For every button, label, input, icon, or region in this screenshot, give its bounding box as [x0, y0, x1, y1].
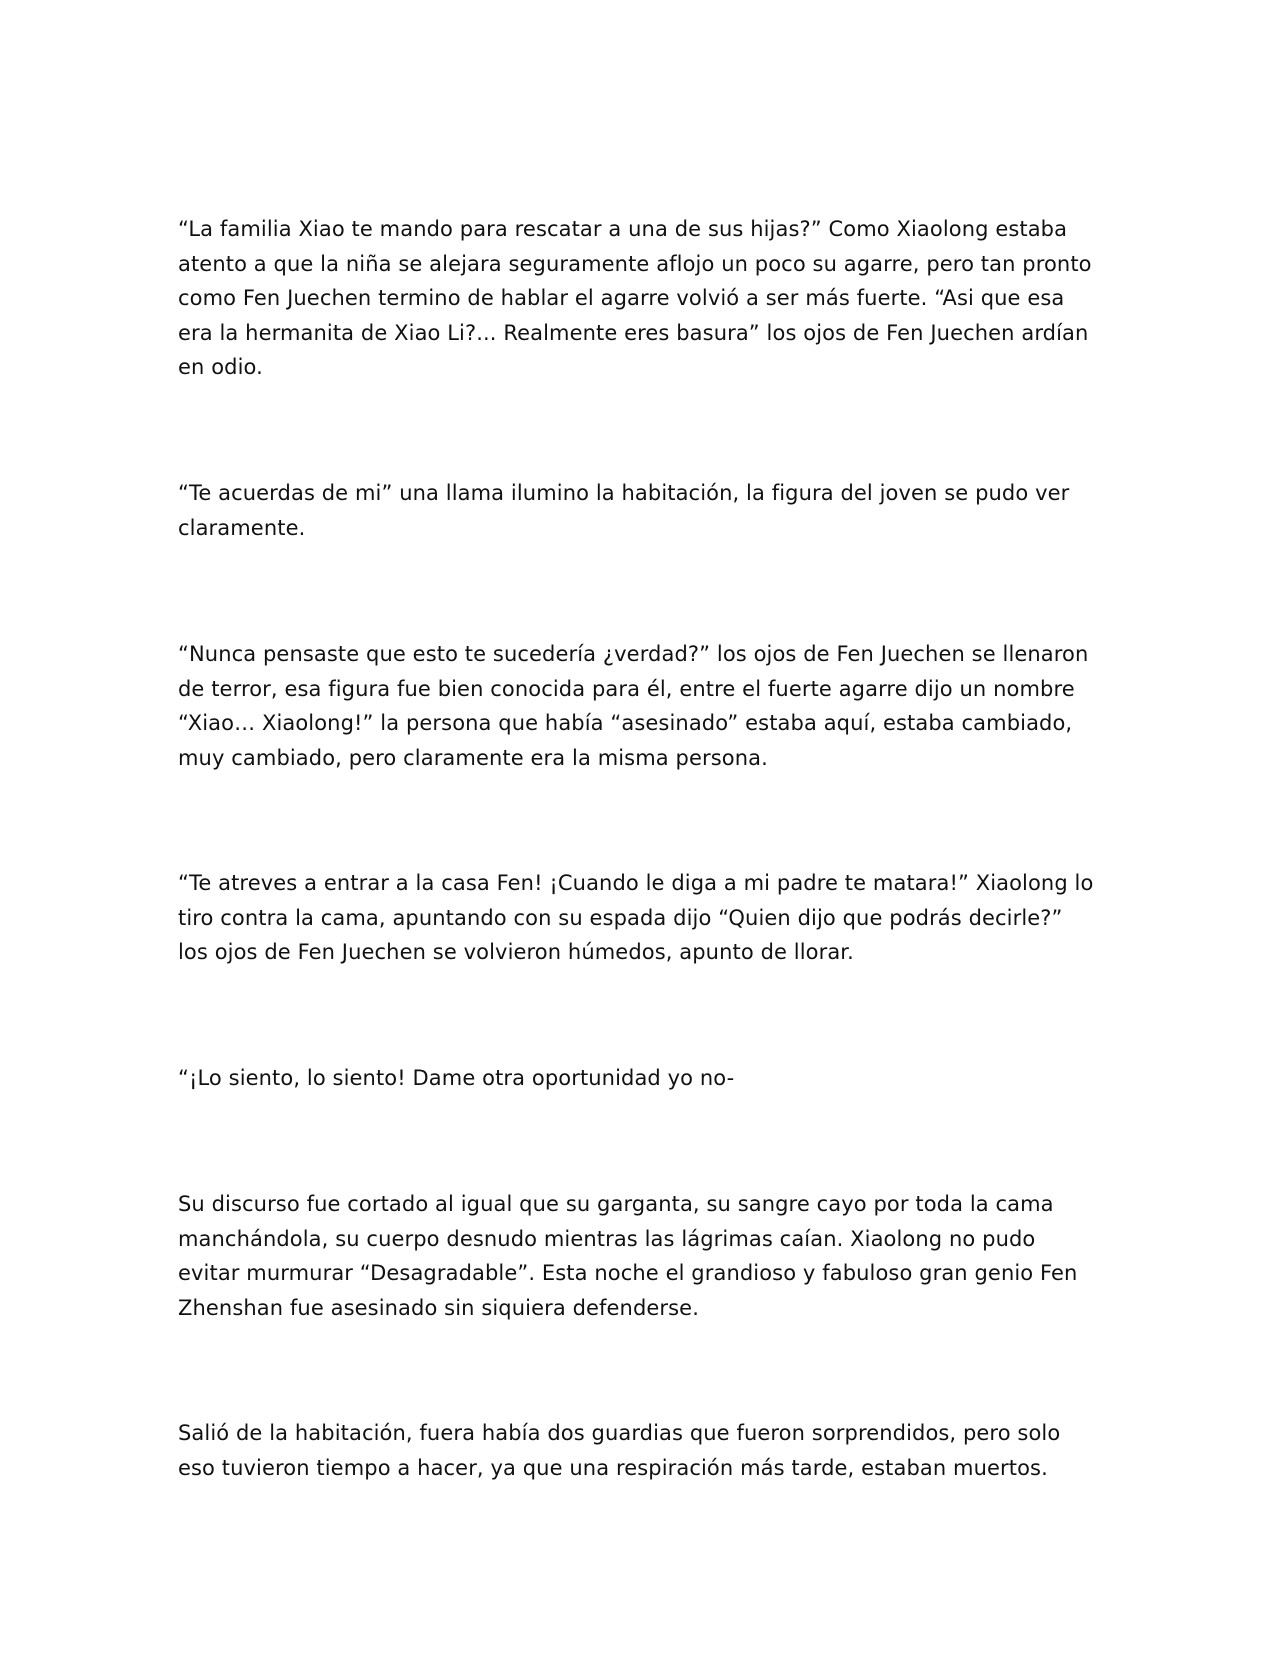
paragraph-1: “La familia Xiao te mando para rescatar a una de sus hijas?” Como Xiaolong estaba atento a que la niña se alejara seguramente aflojo un poco su agarre, pero tan pronto como Fen Juechen termino de hablar el agarre volvió a ser más fuerte. “Asi que esa era la hermanita de Xiao Li?... Realmente eres basura” los ojos de Fen Juechen ardían en odio. — [178, 217, 1092, 379]
paragraph-3: “Nunca pensaste que esto te sucedería ¿verdad?” los ojos de Fen Juechen se llenaron de terror, esa figura fue bien conocida para él, entre el fuerte agarre dijo un nombre “Xiao… Xiaolong!” la persona que había “asesinado” estaba aquí, estaba cambiado, muy cambiado, pero claramente era la misma persona. — [178, 642, 1089, 770]
paragraph-4: “Te atreves a entrar a la casa Fen! ¡Cuando le diga a mi padre te matara!” Xiaolong lo tiro contra la cama, apuntando con su espada dijo “Quien dijo que podrás decirle?” los ojos de Fen Juechen se volvieron húmedos, apunto de llorar. — [178, 871, 1094, 964]
paragraph-6: Su discurso fue cortado al igual que su garganta, su sangre cayo por toda la cama manchándola, su cuerpo desnudo mientras las lágrimas caían. Xiaolong no pudo evitar murmurar “Desagradable”. Esta noche el grandioso y fabuloso gran genio Fen Zhenshan fue asesinado sin siquiera defenderse. — [178, 1192, 1078, 1320]
paragraph-5: “¡Lo siento, lo siento! Dame otra oportunidad yo no- — [178, 1066, 735, 1090]
paragraph-2: “Te acuerdas de mi” una llama ilumino la habitación, la figura del joven se pudo ver claramente. — [178, 481, 1070, 540]
paragraph-7: Salió de la habitación, fuera había dos guardias que fueron sorprendidos, pero solo eso tuvieron tiempo a hacer, ya que una respiración más tarde, estaban muertos. — [178, 1421, 1061, 1480]
